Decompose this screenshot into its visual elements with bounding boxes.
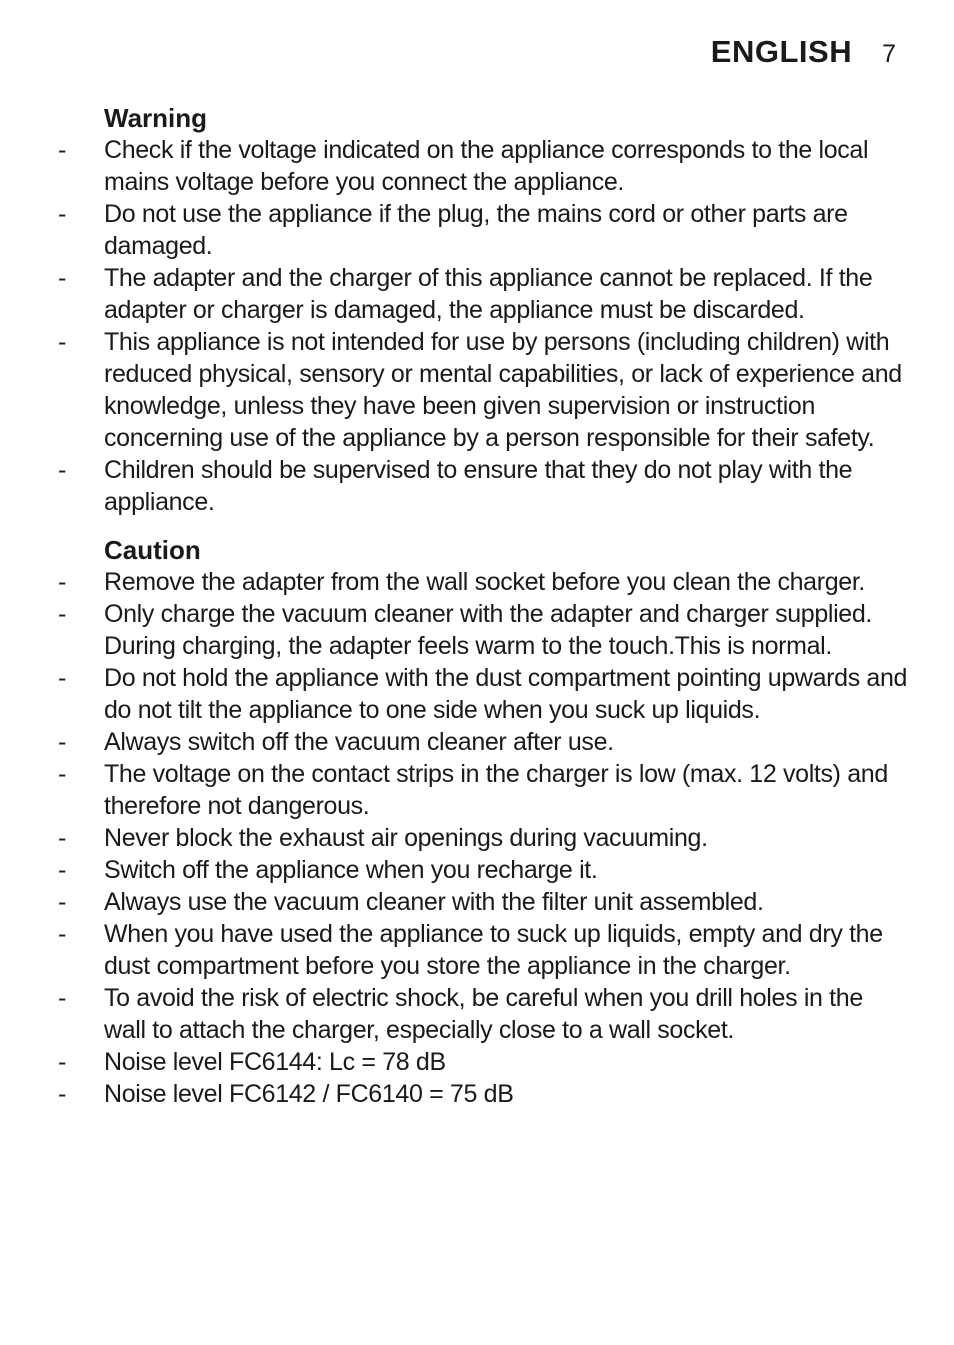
warning-heading: Warning — [104, 103, 208, 133]
list-item-text: Always use the vacuum cleaner with the filter unit assembled. — [104, 888, 764, 916]
list-item-text: Children should be supervised to ensure that they do not play with the appliance. — [104, 456, 853, 516]
list-item — [58, 1046, 908, 1078]
bullet-dash: - — [58, 200, 66, 228]
bullet-dash: - — [58, 328, 66, 356]
list-item — [58, 262, 908, 326]
page-number: 7 — [882, 40, 896, 68]
bullet-dash: - — [58, 888, 66, 916]
warning-list — [58, 134, 908, 518]
list-item-text: Always switch off the vacuum cleaner after use. — [104, 728, 614, 756]
list-item — [58, 134, 908, 198]
bullet-dash: - — [58, 1048, 66, 1076]
list-item — [58, 1078, 908, 1110]
list-item — [58, 662, 908, 726]
list-item — [58, 598, 908, 662]
list-item-text: The voltage on the contact strips in the charger is low (max. 12 volts) and therefore not dangerous. — [104, 760, 888, 820]
list-item-text: Switch off the appliance when you recharge it. — [104, 856, 598, 884]
list-item-text: Never block the exhaust air openings during vacuuming. — [104, 824, 708, 852]
bullet-dash: - — [58, 664, 66, 692]
language-label: ENGLISH — [710, 34, 853, 69]
document-body — [58, 102, 908, 1110]
list-item-text: Remove the adapter from the wall socket before you clean the charger. — [104, 568, 866, 596]
bullet-dash: - — [58, 568, 66, 596]
list-item — [58, 326, 908, 454]
list-item-text: This appliance is not intended for use by persons (including children) with reduced physical, sensory or mental capabilities, or lack of experience and knowledge, unless they have been given supervision or instruction concerning use of the appliance by a person responsible for their safety. — [104, 328, 902, 452]
bullet-dash: - — [58, 856, 66, 884]
list-item-text: Do not use the appliance if the plug, the mains cord or other parts are damaged. — [104, 200, 848, 260]
bullet-dash: - — [58, 456, 66, 484]
list-item-text: Noise level FC6144: Lc = 78 dB — [104, 1048, 446, 1076]
list-item — [58, 854, 908, 886]
list-item-text: Check if the voltage indicated on the appliance corresponds to the local mains voltage before you connect the appliance. — [104, 136, 869, 196]
bullet-dash: - — [58, 728, 66, 756]
bullet-dash: - — [58, 600, 66, 628]
list-item — [58, 822, 908, 854]
bullet-dash: - — [58, 984, 66, 1012]
bullet-dash: - — [58, 824, 66, 852]
list-item — [58, 886, 908, 918]
list-item — [58, 982, 908, 1046]
list-item — [58, 198, 908, 262]
list-item-text: To avoid the risk of electric shock, be careful when you drill holes in the wall to attach the charger, especially close to a wall socket. — [104, 984, 863, 1044]
list-item — [58, 566, 908, 598]
list-item-text: Do not hold the appliance with the dust compartment pointing upwards and do not tilt the appliance to one side when you suck up liquids. — [104, 664, 908, 724]
caution-list — [58, 566, 908, 1110]
caution-heading: Caution — [104, 535, 201, 565]
bullet-dash: - — [58, 760, 66, 788]
bullet-dash: - — [58, 264, 66, 292]
bullet-dash: - — [58, 1080, 66, 1108]
bullet-dash: - — [58, 136, 66, 164]
list-item — [58, 454, 908, 518]
list-item-text: Noise level FC6142 / FC6140 = 75 dB — [104, 1080, 514, 1108]
list-item — [58, 918, 908, 982]
list-item-text: The adapter and the charger of this appliance cannot be replaced. If the adapter or charger is damaged, the appliance must be discarded. — [104, 264, 873, 324]
page-header — [711, 34, 896, 70]
list-item — [58, 726, 908, 758]
list-item-text: When you have used the appliance to suck up liquids, empty and dry the dust compartment before you store the appliance in the charger. — [104, 920, 883, 980]
bullet-dash: - — [58, 920, 66, 948]
list-item-text: Only charge the vacuum cleaner with the adapter and charger supplied. During charging, the adapter feels warm to the touch.This is normal. — [104, 600, 872, 660]
list-item — [58, 758, 908, 822]
